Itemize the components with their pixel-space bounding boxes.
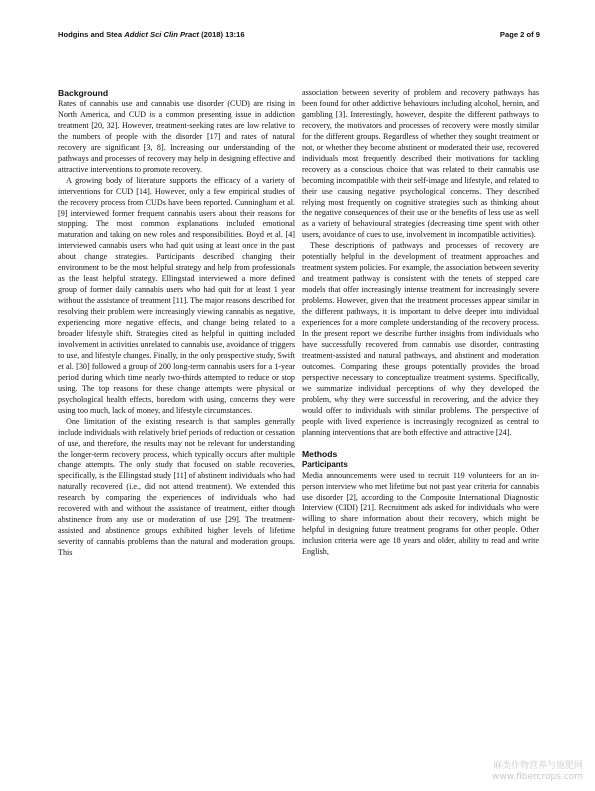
watermark-line-1: 麻类作物营养与施肥网	[492, 761, 583, 771]
participants-paragraph: Media announcements were used to recruit 119 volunteers for an in-person interview who met lifetime but not past year criteria for cannabis use disorder [2], according to the Composite International Diagnostic Interview (CIDI) [21]. Recruitment ads asked for individuals who were willing to share information about their recovery, which might be helpful in designing future treatment programs for other people. Other inclusion criteria were age 18 years and older, ability to read and write English,	[302, 470, 539, 557]
watermark	[492, 761, 583, 783]
background-paragraph-5: These descriptions of pathways and processes of recovery are potentially helpful in the development of treatment approaches and treatment system policies. For example, the association between severity and treatment pathway is consistent with the tenets of stepped care models that offer increasingly intense treatment for increasingly severe problems. However, given that the treatment processes appear similar in the different pathways, it is important to delve deeper into individual experiences for a more complete understanding of the recovery process. In the present report we describe further insights from individuals who have successfully recovered from cannabis use disorder, contrasting treatment-assisted and natural pathways, and abstinent and moderation outcomes. Comparing these groups potentially provides the broad perspective necessary to conceptualize treatment systems. Specifically, we summarize individual perceptions of why they developed the problem, why they were successful in recovering, and the advice they would offer to individuals with similar problems. The perspective of people with lived experience is increasingly recognized as central to planning interventions that are both effective and attractive [24].	[302, 241, 539, 437]
background-heading: Background	[58, 88, 109, 98]
header-journal-name: Addict Sci Clin Pract	[124, 30, 199, 39]
participants-heading: Participants	[302, 460, 348, 469]
header-journal-cite: (2018) 13:16	[201, 30, 245, 39]
methods-heading: Methods	[302, 449, 338, 459]
watermark-line-2: www.fibercrops.com	[492, 772, 583, 782]
running-header	[58, 30, 540, 44]
background-paragraph-3: One limitation of the existing research is that samples generally include individuals with relatively brief periods of reduction or cessation of use, and therefore, the results may not be relevant for understanding the longer-term recovery process, which typically occurs after multiple change attempts. The only study that focused on stable recoveries, specifically, is the Ellingstad study [11] of abstinent individuals who had naturally recovered (i.e., did not attend treatment). We extended this research by comparing the experiences of individuals who had recovered with and without the assistance of treatment, either though abstinence from any use or moderation of use [29]. The treatment-assisted and abstinence groups exhibited higher levels of lifetime severity of cannabis problems than the natural and moderation groups. This	[58, 416, 295, 558]
right-column	[302, 88, 539, 558]
background-paragraph-continued: association between severity of problem and recovery pathways has been found for other addictive behaviours including alcohol, heroin, and gambling [3]. Interestingly, however, despite the different pathways to recovery, the motivators and processes of recovery were mostly similar for the different groups. Regardless of whether they sought treatment or not, or whether they become abstinent or moderated their use, recovered individuals most frequently described their motivations for tackling recovery as a conscious choice that was related to their cannabis use becoming incompatible with their self-image and lifestyle, and related to their use causing negative psychological concerns. They described relying most frequently on cognitive strategies such as thinking about the negative consequences of their use or the benefits of less use as well as a variety of behavioural strategies (decreasing time spent with other users, avoidance of cues to use, involvement in incompatible activities).	[302, 88, 539, 240]
page-number: Page 2 of 9	[499, 30, 540, 39]
header-authors: Hodgins and Stea	[58, 30, 123, 39]
background-paragraph-2: A growing body of literature supports the efficacy of a variety of interventions for CUD [14]. However, only a few empirical studies of the recovery process from CUDs have been reported. Cunningham et al. [9] interviewed former frequent cannabis users about their reasons for stopping. The most common explanations included emotional maturation and taking on new roles and responsibilities. Boyd et al. [4] interviewed cannabis users who had quit using at least once in the past about change strategies. Participants described changing their environment to be the most helpful strategy and help from professionals as the least helpful strategy. Ellingstad interviewed a more defined group of former daily cannabis users who had quit for at least 1 year without the assistance of treatment [11]. The major reasons described for resolving their problem were increasingly viewing cannabis as negative, experiencing more negative effects, and change being related to a broader lifestyle shift. Strategies cited as helpful in quitting included involvement in activities unrelated to cannabis use, avoidance of triggers to use, and lifestyle changes. Finally, in the only prospective study, Swift et al. [30] followed a group of 200 long-term cannabis users for a 1-year period during which time nearly two-thirds attempted to reduce or stop using. The top reasons for these change attempts were physical or psychological health effects, boredom with using, concerns they were using too much, lack of money, and lifestyle circumstances.	[58, 175, 296, 415]
background-paragraph-1: Rates of cannabis use and cannabis use disorder (CUD) are rising in North America, and CUD is a common presenting issue in addiction treatment [20, 32]. However, treatment-seeking rates are low relative to the numbers of people with the disorder [17] and rates of natural recovery are significant [3, 8]. Increasing our understanding of the pathways and processes of recovery may help in designing effective and attractive interventions to promote recovery.	[58, 99, 295, 174]
left-column	[58, 88, 295, 559]
journal-citation	[58, 30, 245, 39]
